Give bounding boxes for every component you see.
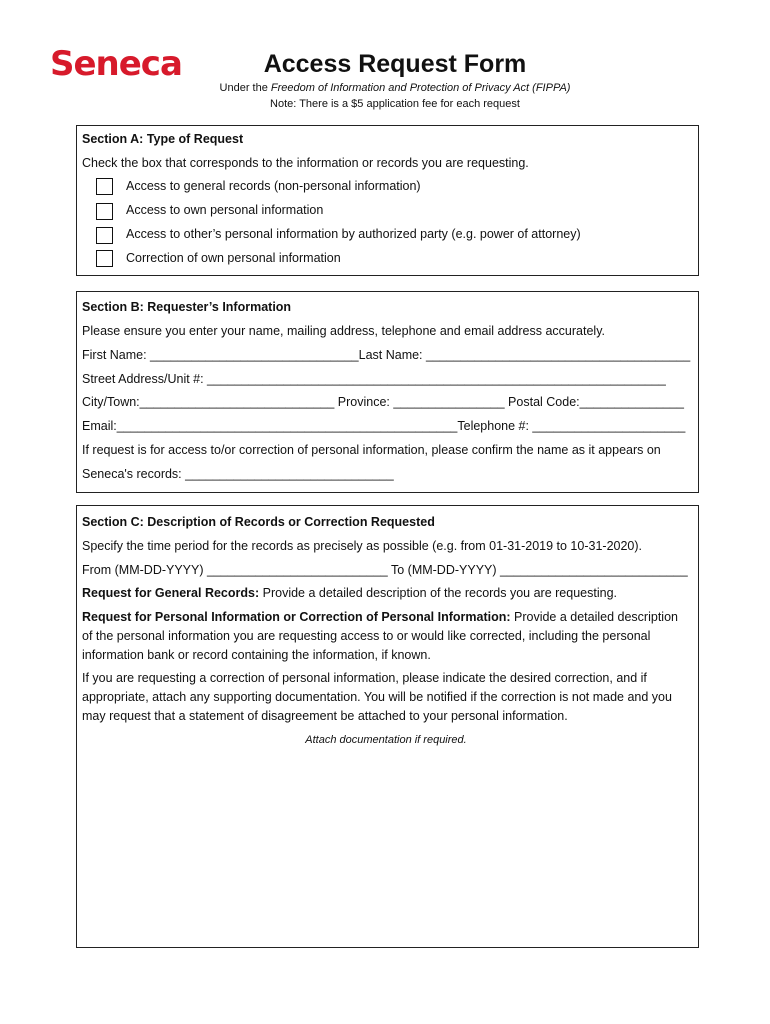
section-a (76, 125, 699, 276)
general-records-label: Request for General Records: (82, 586, 260, 600)
option-general-records-label: Access to general records (non-personal information) (126, 179, 421, 193)
section-a-instruction: Check the box that corresponds to the information or records you are requesting. (82, 156, 529, 170)
section-b-heading: Section B: Requester’s Information (82, 300, 292, 314)
checkbox-own-personal-info[interactable] (96, 203, 113, 220)
period-instruction: Specify the time period for the records as precisely as possible (e.g. from 01-31-2019 to 10-31-2020). (82, 539, 643, 553)
fee-note: Note: There is a $5 application fee for each request (270, 98, 520, 110)
description-area[interactable] (82, 756, 693, 942)
attach-note: Attach documentation if required. (305, 734, 467, 746)
street-address-field[interactable]: Street Address/Unit #: __________________________________________________________________ (82, 372, 666, 386)
confirm-name-instruction: If request is for access to/or correction of personal information, please confirm the name as it appears on (82, 443, 661, 457)
form-subtitle (190, 82, 600, 94)
option-own-personal-info-label: Access to own personal information (126, 203, 324, 217)
option-correction-label: Correction of own personal information (126, 251, 341, 265)
section-a-heading: Section A: Type of Request (82, 132, 244, 146)
subtitle-act: Freedom of Information and Protection of Privacy Act (FIPPA) (270, 82, 571, 94)
checkbox-correction[interactable] (96, 250, 113, 267)
city-province-postal-fields[interactable]: City/Town:____________________________ Province: ________________ Postal Code:_______________ (82, 395, 684, 409)
general-records-instruction (82, 586, 690, 600)
form-title: Access Request Form (263, 50, 527, 78)
section-c (76, 505, 699, 948)
seneca-logo: Seneca (50, 44, 182, 84)
email-telephone-fields[interactable]: Email:_________________________________________________Telephone #: ______________________ (82, 419, 686, 433)
checkbox-others-personal-info[interactable] (96, 227, 113, 244)
section-b-instruction: Please ensure you enter your name, mailing address, telephone and email address accurately. (82, 324, 605, 338)
section-b (76, 291, 699, 493)
subtitle-prefix: Under the (219, 82, 271, 94)
personal-info-text: Provide a detailed description of the personal information you are requesting access to or would like corrected, including the personal information bank or record containing the information, if known. (82, 610, 678, 662)
section-c-heading: Section C: Description of Records or Correction Requested (82, 515, 435, 529)
personal-info-instruction (82, 608, 690, 665)
general-records-text: Provide a detailed description of the records you are requesting. (259, 586, 617, 600)
correction-instruction: If you are requesting a correction of personal information, please indicate the desired correction, and if appropriate, attach any supporting documentation. You will be notified if the correction is not made and you may request that a statement of disagreement be attached to your personal information. (82, 671, 672, 723)
option-others-personal-info-label: Access to other’s personal information by authorized party (e.g. power of attorney) (126, 227, 581, 241)
date-range-fields[interactable]: From (MM-DD-YYYY) __________________________ To (MM-DD-YYYY) ___________________________ (82, 563, 688, 577)
seneca-records-name-field[interactable]: Seneca's records: ______________________________ (82, 467, 394, 481)
name-fields[interactable]: First Name: ______________________________Last Name: ______________________________________ (82, 348, 691, 362)
checkbox-general-records[interactable] (96, 178, 113, 195)
personal-info-label: Request for Personal Information or Correction of Personal Information: (82, 610, 511, 624)
